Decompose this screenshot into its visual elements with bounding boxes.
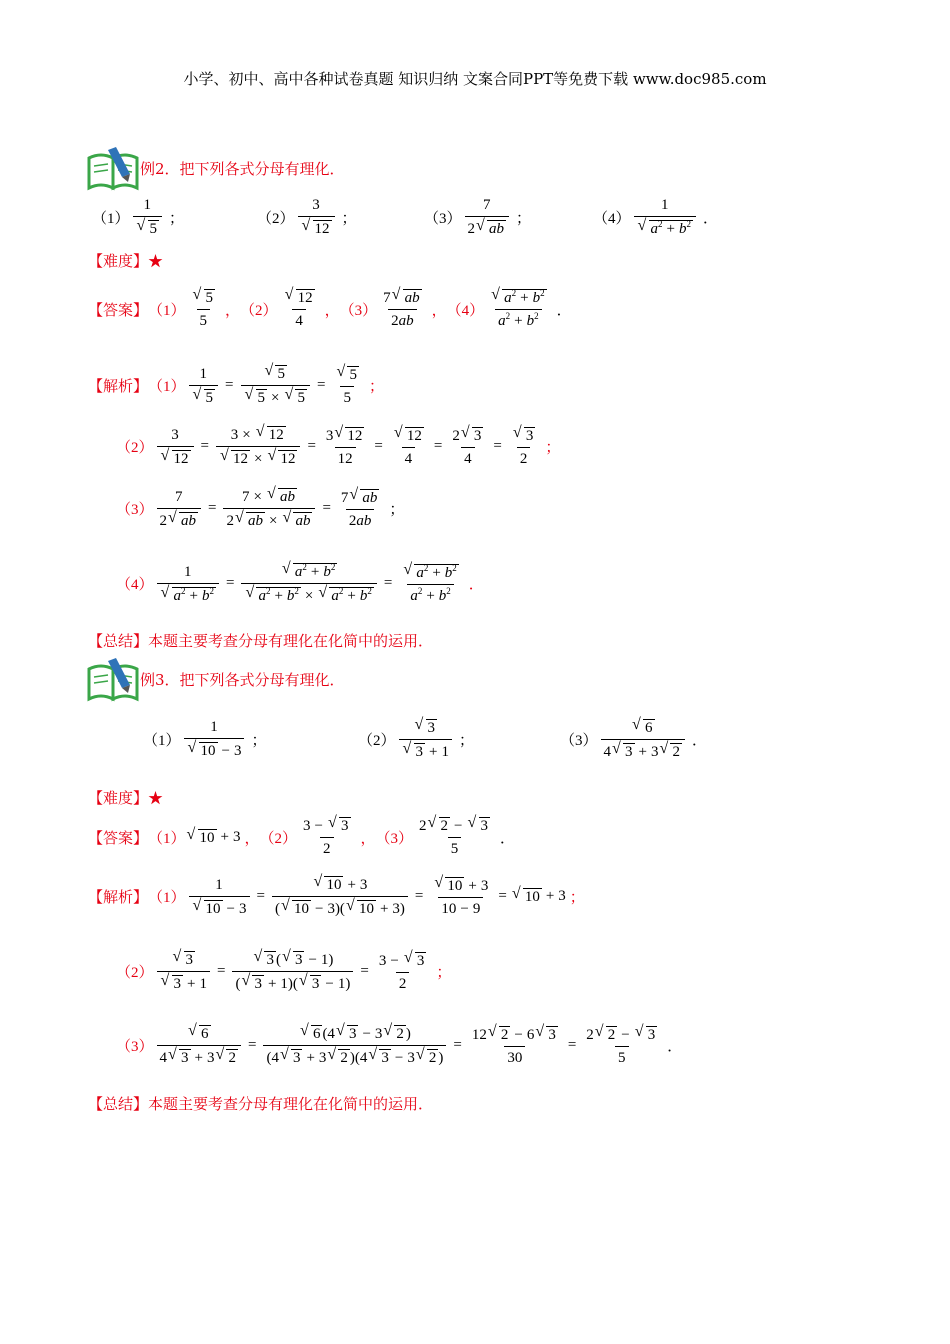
ex3-answer: 【答案】 （1） √ 10 + 3 ， （2） $\frac{3 -√ 3}{2}$ ， （3） $\frac{2√ 2 -√ 3}{5}$ ． (88, 816, 515, 858)
star-icon: ★ (148, 252, 164, 270)
ex2-answer: 【答案】 （1） √ $\frac{5}{5}$ ， （2） √ $\frac{12}{4}$ ， （3） $\frac{7√ ab}{2ab}$ ， （4） √ $\frac{a^2 + b^2}{a^2 + b^2}$ ． (88, 288, 572, 330)
ex2-problem-4: （4） 1 √ $a^2 + b^2$ ． (593, 196, 718, 238)
ex3-analysis-2: （2） √ 3 √ 3 + 1 = √ $\frac{3 (√ 3 - 1)}{(√ 3 + 1)(√ 3 - 1)}$ = $\frac{3 -√ 3}{2}$ ； (116, 950, 451, 993)
page-header: 小学、初中、高中各种试卷真题 知识归纳 文案合同PPT等免费下载 www.doc985.com (183, 70, 767, 88)
ex2-problem-1: （1） 1 √ 5 ； (92, 196, 184, 238)
ex2-analysis-1: 【解析】 （1） 1 √ 5 = √ 5 √ 5 ×√ 5 = √ $\frac{5}{5}$ ； (88, 364, 384, 407)
example3-title: 例3．把下列各式分母有理化． (140, 671, 345, 689)
book-pencil-icon (86, 146, 142, 192)
ex3-problem-1: （1） 1 √ 10 − 3 ； (143, 718, 267, 760)
ex3-analysis-1: 【解析】 （1） 1 √ 10 − 3 = √ $\frac{10 + 3}{(√ 10 - 3)(√ 10 + 3)}$ = √ $\frac{10 + 3}{10 - 9}$ = √ 10 + 3 ； (88, 875, 585, 918)
ex3-problem-3: （3） √ $\frac{6}{4√ 3 + 3√ 2}$ ． (560, 718, 707, 761)
ex2-analysis-4: （4） 1 √ $a^2 + b^2$ = √ $a^2 + b^2$ √ $a^2 + b^2$ ×√ $a^2 + b^2$ = √ $\frac{a^2 + b^2}{a^2 + b^2}$ ． (116, 562, 484, 605)
ex2-problem-3: （3） $\frac{7}{2√ ab}$ ； (424, 196, 531, 238)
ex2-analysis-3: （3） $\frac{7}{2√ ab}$ = $\frac{7 \times√ ab}{2√ ab \times√ ab}$ = $\frac{7√ ab}{2ab}$ ； (116, 487, 404, 530)
book-pencil-icon (86, 657, 142, 703)
example2-title: 例2．把下列各式分母有理化． (140, 160, 345, 178)
ex2-problem-2: （2） 3 √ 12 ； (257, 196, 357, 238)
star-icon: ★ (148, 789, 164, 807)
ex2-difficulty: 【难度】★ (88, 252, 164, 270)
ex2-analysis-2: （2） 3 √ 12 = 3 ×√ 12 √ 12 ×√ 12 = $\frac{3√ 12}{12}$ = √ $\frac{12}{4}$ = $\frac{2√ 3}{4}$ = √ $\frac{3}{2}$ ； (116, 425, 560, 468)
ex2-summary: 【总结】本题主要考查分母有理化在化简中的运用． (88, 632, 434, 650)
ex3-analysis-3: （3） √ $\frac{6}{4√ 3 + 3√ 2}$ = √ $\frac{6 (4√ 3 - 3√ 2 )}{(4√ 3 + 3√ 2 )(4√ 3 - 3√ 2 )}$ = $\frac{12√ 2 - 6√ 3}{30}$ = $\frac{2√ 2 -√ 3}{5}$ ． (116, 1024, 682, 1067)
ex3-difficulty: 【难度】★ (88, 789, 164, 807)
ex3-problem-2: （2） √ 3 √ 3 + 1 ； (358, 718, 474, 761)
ex3-summary: 【总结】本题主要考查分母有理化在化简中的运用． (88, 1095, 434, 1113)
